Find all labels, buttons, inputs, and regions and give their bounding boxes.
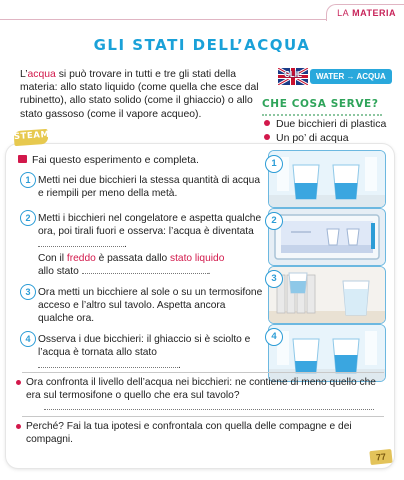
- intro-after: si può trovare in tutti e tre gli stati della materia: allo stato liquido (come quella che esce dal rubinetto), allo stato solido (come il ghiaccio) o allo stato gassoso (come il vapore acqueo).: [20, 69, 259, 120]
- question-1: [26, 376, 376, 402]
- intro-before: L’: [20, 69, 28, 80]
- step-text: Metti i bicchieri nel congelatore e aspetta qualche ora, poi tirali fuori e osserva: l’acqua è diventata: [38, 213, 262, 238]
- materials-dotted-rule: [262, 114, 382, 116]
- material-item: [264, 118, 386, 130]
- divider: [22, 372, 384, 373]
- step-text: Ora metti un bicchiere al sole o su un termosifone acceso e l’altro sul tavolo. Aspetta ancora qualche ora.: [38, 287, 263, 325]
- panel-number: 4: [265, 328, 283, 346]
- material-item-text: Un po’ di acqua: [276, 132, 349, 144]
- step-number: 2: [20, 210, 36, 226]
- highlight-freddo: freddo: [66, 252, 96, 264]
- step-text: Osserva i due bicchieri: il ghiaccio si è sciolto e l’acqua è tornata allo stato: [38, 334, 251, 359]
- step-number: 1: [20, 172, 36, 188]
- step-text: Con il: [38, 252, 67, 264]
- answer-blank[interactable]: [38, 246, 124, 247]
- step-text: allo stato: [38, 265, 79, 277]
- step-1: [25, 174, 263, 200]
- intro-highlight: acqua: [27, 69, 56, 80]
- page-number: 77: [369, 449, 392, 465]
- step-4: 4 Osserva i due bicchieri: il ghiaccio si è sciolto e l’acqua è tornata allo stato .: [38, 333, 263, 373]
- radiator-illustration: [269, 267, 385, 323]
- freezer-illustration: [269, 209, 385, 265]
- steam-tag: [14, 129, 49, 146]
- question-text: Perché? Fai la tua ipotesi e confrontala con quella delle compagne e dei compagni.: [26, 421, 352, 445]
- answer-blank[interactable]: [38, 367, 178, 368]
- materials-title-text: CHE COSA SERVE?: [262, 98, 379, 110]
- task-text: Fai questo esperimento e completa.: [32, 154, 199, 166]
- bullet-icon: [16, 424, 21, 429]
- task-instruction: [18, 154, 199, 166]
- section-tab: [326, 4, 404, 21]
- step-number: 3: [20, 284, 36, 300]
- step-3: [25, 286, 263, 326]
- step-number: 4: [20, 331, 36, 347]
- panel-number: 2: [265, 212, 283, 230]
- panel-number: 3: [265, 270, 283, 288]
- bullet-icon: [264, 134, 270, 140]
- clil-badge: [278, 68, 386, 85]
- section-prefix: LA: [337, 8, 350, 18]
- question-text: Ora confronta il livello dell’acqua nei bicchieri: ne contiene di meno quello che era sul termosifone o quello che era sul tavolo?: [26, 377, 376, 401]
- step-text: Metti nei due bicchieri la stessa quantità di acqua e riempili per meno della metà.: [38, 175, 260, 200]
- panel-number: 1: [265, 155, 283, 173]
- illustration-glasses-1: [268, 150, 386, 208]
- pencil-icon: [18, 155, 27, 163]
- materials-title: [262, 98, 379, 110]
- page-number-tag: [366, 448, 392, 466]
- question-2: [26, 420, 376, 446]
- section-name: MATERIA: [352, 8, 396, 18]
- divider: [22, 416, 384, 417]
- illustration-radiator: [268, 266, 386, 324]
- page-title: GLI STATI DELL’ACQUA: [93, 36, 311, 54]
- clil-label: CLIL: [284, 70, 302, 79]
- clil-word: WATER → ACQUA: [310, 69, 392, 84]
- intro-text: [20, 68, 268, 121]
- illustration-glasses-4: [268, 324, 386, 382]
- bullet-icon: [16, 380, 21, 385]
- uk-flag-icon: [278, 68, 308, 85]
- bullet-icon: [264, 120, 270, 126]
- illustration-freezer: [268, 208, 386, 266]
- answer-line[interactable]: [44, 409, 374, 410]
- highlight-stato-liquido: stato liquido: [169, 252, 225, 264]
- answer-blank[interactable]: [82, 273, 208, 274]
- steam-label: STEAM: [13, 129, 50, 143]
- glasses-illustration: [269, 151, 385, 207]
- step-text: è passata dallo: [95, 252, 170, 264]
- material-item: [264, 132, 349, 144]
- step-2: 2 Metti i bicchieri nel congelatore e aspetta qualche ora, poi tirali fuori e osserva: l’acqua è diventata . Con il freddo è passata dallo stato liquido allo stato .: [38, 212, 263, 278]
- material-item-text: Due bicchieri di plastica: [276, 118, 387, 130]
